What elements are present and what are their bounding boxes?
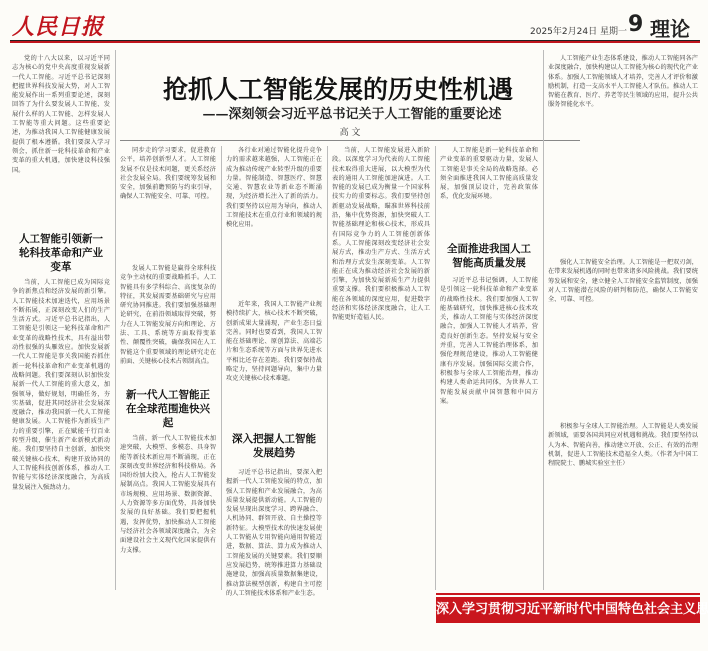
- article-subheadline: ——深刻领会习近平总书记关于人工智能的重要论述: [202, 107, 502, 122]
- column-1-bottom: [12, 278, 110, 584]
- paragraph: 各行业对通过智能化提升竞争力的需求越来越强，人工智能正在成为推动传统产业转型升级的重要力量。智能制造、智慧医疗、智慧交通、智慧农业等新业态不断涌现，为经济增长注入了新的活力。我们要坚持以应用为导向，推动人工智能技术在重点行业和领域的规模化应用。: [226, 147, 322, 229]
- section-title-3: 深入把握人工智能发展趋势: [232, 433, 316, 459]
- column-5-top: [440, 146, 538, 238]
- paragraph: 习近平总书记指出，要深入把握新一代人工智能发展的特点，加强人工智能和产业发展融合，为高质量发展提供新动能。人工智能的发展呈现出深度学习、跨界融合、人机协同、群智开放、自主操控等新特征。大模型技术的快速发展使人工智能从专用智能向通用智能迈进，数据、算法、算力成为推动人工智能发展的关键要素。我们要顺应发展趋势，统筹推进算力基础设施建设，加强高质量数据集建设，推动算法模型创新，构建自主可控的人工智能技术体系和产业生态。: [226, 469, 322, 597]
- paragraph: 当前，人工智能发展进入新阶段。以深度学习为代表的人工智能技术取得重大进展，以大模型为代表的通用人工智能加速演进。人工智能的发展已成为衡量一个国家科技实力的重要标志。我们要坚持创新驱动发展战略，瞄准世界科技前沿，集中优势资源，加快突破人工智能基础理论和核心技术，形成具有国际竞争力的人工智能创新体系。人工智能深刻改变经济社会发展方式，推动生产方式、生活方式和治理方式发生深刻变革。人工智能正在成为推动经济社会发展的新引擎，为加快发展新质生产力提供重要支撑。我们要积极推动人工智能在各领域的深度应用，促进数字经济和实体经济深度融合，让人工智能更好造福人民。: [332, 147, 430, 322]
- column-1-top: [12, 54, 110, 232]
- section-title-4: 全面推进我国人工智能高质量发展: [447, 243, 531, 269]
- paragraph: 当前，人工智能已成为国际竞争的新焦点和经济发展的新引擎。人工智能技术加速迭代，应用场景不断拓展，正深刻改变人们的生产生活方式。习近平总书记指出，人工智能是引领这一轮科技革命和产业变革的战略性技术，具有溢出带动性很强的头雁效应。加快发展新一代人工智能是事关我国能否抓住新一轮科技革命和产业变革机遇的战略问题。我们要深刻认识加快发展新一代人工智能的重大意义，加强领导，做好规划，明确任务，夯实基础，促进其同经济社会发展深度融合，推动我国新一代人工智能健康发展。人工智能作为新质生产力的重要引擎，正在赋能千行百业转型升级，催生新产业新模式新动能。我们要坚持自主创新，加快突破关键核心技术，构建开放协同的人工智能科技创新体系，推动人工智能与实体经济深度融合，为高质量发展注入强劲动力。: [12, 279, 110, 491]
- paragraph: 发展人工智能是赢得全球科技竞争主动权的重要战略抓手。人工智能具有多学科综合、高度复杂的特征，其发展需要基础研究与应用研究协同推进。我们要加强基础理论研究，在前沿领域取得突破，努力在人工智能发展方向和理论、方法、工具、系统等方面取得变革性、颠覆性突破，确保我国在人工智能这个重要领域的理论研究走在前面、关键核心技术占领制高点。: [120, 265, 216, 365]
- theme-banner: 深入学习贯彻习近平新时代中国特色社会主义思想: [436, 597, 700, 623]
- column-3-top: [226, 146, 322, 296]
- issue-date: 2025年2月24日 星期一: [530, 27, 627, 37]
- masthead: [10, 6, 700, 42]
- column-3-mid: [226, 300, 322, 428]
- column-5-bottom: [440, 276, 538, 588]
- paragraph: 当前，新一代人工智能技术加速突破，大模型、多模态、具身智能等新技术新应用不断涌现，正在深刻改变世界经济和科技格局。各国纷纷加大投入，抢占人工智能发展制高点。我国人工智能发展具有市场规模、应用场景、数据资源、人力资源等多方面优势，具备加快发展的良好基础。我们要把握机遇，发挥优势，加快推动人工智能与经济社会各领域深度融合，为全面建设社会主义现代化国家提供有力支撑。: [120, 435, 216, 554]
- masthead-divider: [10, 41, 700, 43]
- column-divider: [115, 50, 116, 590]
- column-2-bottom: [120, 434, 216, 586]
- column-divider: [221, 146, 222, 590]
- column-divider: [327, 146, 328, 590]
- headline-divider: [120, 140, 580, 141]
- column-divider: [435, 146, 436, 590]
- column-4: [332, 146, 430, 588]
- section-name: 理论: [650, 17, 690, 41]
- page-number: 9: [628, 12, 644, 37]
- newspaper-logo: 人民日报: [12, 14, 105, 40]
- article-author: 高 文: [339, 128, 361, 138]
- column-3-bottom: [226, 468, 322, 597]
- paragraph: 积极参与全球人工智能治理。人工智能是人类发展新领域，需要各国共同应对机遇和挑战。我们要坚持以人为本、智能向善，推动建立开放、公正、有效的治理机制，促进人工智能技术造福全人类。（作者为中国工程院院士、鹏城实验室主任）: [548, 423, 698, 468]
- column-2-top: [120, 146, 216, 260]
- column-6-bottom: [548, 422, 698, 588]
- paragraph: 近年来，我国人工智能产业规模持续扩大，核心技术不断突破，创新成果大量涌现，产业生态日益完善。同时也要看到，我国人工智能在基础理论、原创算法、高端芯片和生态系统等方面与世界先进水平相比还存在差距。我们要保持战略定力，坚持问题导向，集中力量攻克关键核心技术难题。: [226, 301, 322, 383]
- article-headline: 抢抓人工智能发展的历史性机遇: [162, 75, 513, 104]
- section-title-1: 人工智能引领新一轮科技革命和产业变革: [19, 233, 103, 273]
- section-title-2: 新一代人工智能正在全球范围進快兴起: [126, 389, 210, 429]
- column-divider: [543, 50, 544, 590]
- paragraph: 人工智能是新一轮科技革命和产业变革的重要驱动力量，发展人工智能是事关全局的战略选择。必须全面推进我国人工智能高质量发展，加强顶层设计，完善政策体系，优化发展环境。: [440, 147, 538, 201]
- paragraph: 强化人工智能安全治理。人工智能是一把双刃剑，在带来发展机遇的同时也带来诸多风险挑战。我们要统筹发展和安全，建立健全人工智能安全监管制度，加强对人工智能潜在风险的研判和防范，确保人工智能安全、可靠、可控。: [548, 259, 698, 304]
- paragraph: 人工智能产业生态体系建设，推动人工智能同各产业深度融合，加快构建以人工智能为核心的现代化产业体系。加强人工智能领域人才培养，完善人才评价和激励机制，打造一支高水平人工智能人才队伍。推动人工智能在教育、医疗、养老等民生领域的应用，提升公共服务智能化水平。: [548, 55, 698, 109]
- paragraph: 党的十八大以来，以习近平同志为核心的党中央高度重视发展新一代人工智能。习近平总书记深刻把握世界科技发展大势，对人工智能发展作出一系列重要论述，深刻回答了为什么要发展人工智能、发展什么样的人工智能、怎样发展人工智能等重大问题。这些重要论述，为推动我国人工智能健康发展提供了根本遵循。我们要深入学习领会，抓住新一轮科技革命和产业变革的重大机遇，加快建设科技强国。: [12, 55, 110, 174]
- banner-accent: [436, 593, 700, 595]
- paragraph: 同步走的学习要求，促进教育公平，培养创新型人才。人工智能发展不仅是技术问题，更关系经济社会发展全局。我们要统筹发展和安全，加强前瞻预防与约束引导，确保人工智能安全、可靠、可控。: [120, 147, 216, 201]
- column-2-mid: [120, 264, 216, 382]
- column-6-mid: [548, 258, 698, 418]
- paragraph: 习近平总书记强调，人工智能是引领这一轮科技革命和产业变革的战略性技术。我们要加强人工智能基础研究，加快推进核心技术攻关，推动人工智能与实体经济深度融合，加强人工智能人才培养，营造良好创新生态。坚持发展与安全并重，完善人工智能治理体系，加强伦理规范建设，推动人工智能健康有序发展。加强国际交流合作，积极参与全球人工智能治理，推动构建人类命运共同体，为世界人工智能发展贡献中国智慧和中国方案。: [440, 277, 538, 405]
- column-6-top: [548, 54, 698, 254]
